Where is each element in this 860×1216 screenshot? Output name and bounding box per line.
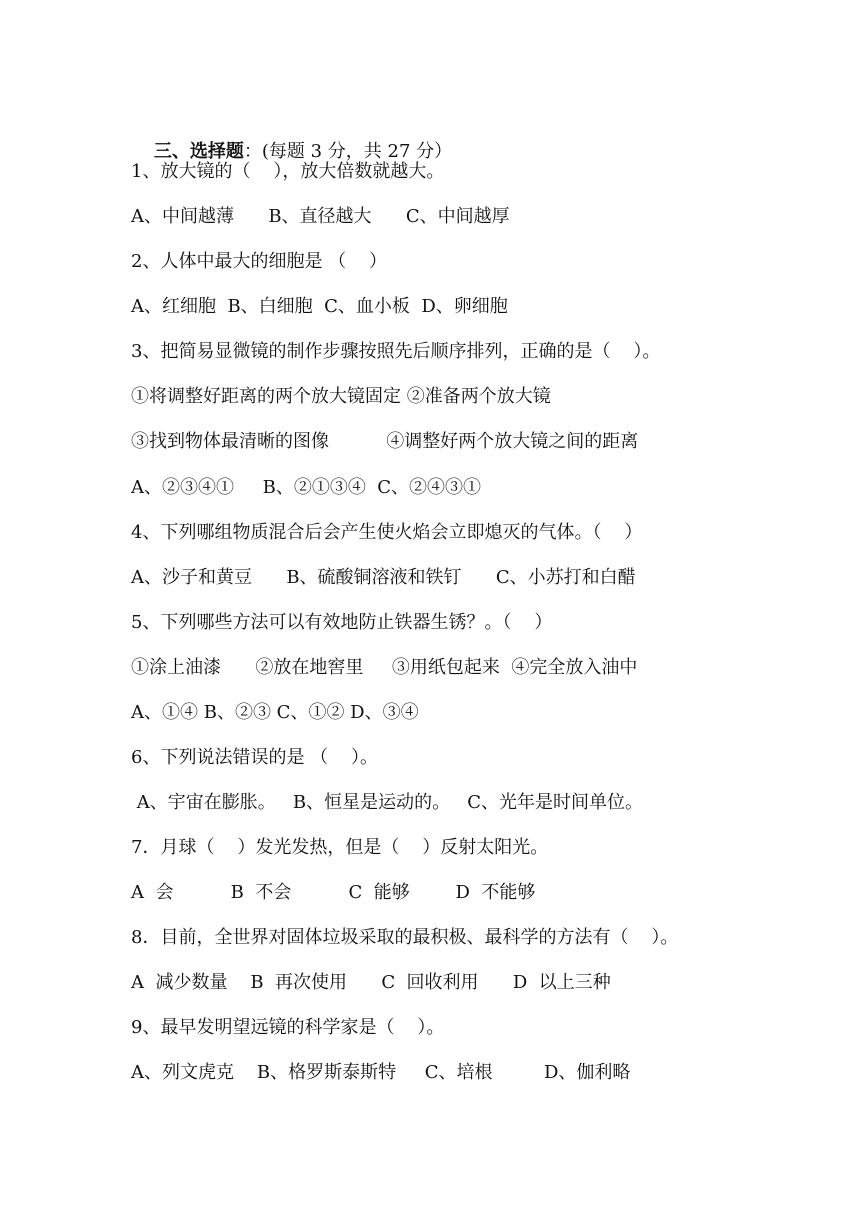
question-line: 8．目前，全世界对固体垃圾采取的最积极、最科学的方法有（ ）。 [131,927,679,948]
section-heading-rest: ：(每题 3 分，共 27 分） [243,141,453,162]
option-line: ①涂上油漆 ②放在地窖里 ③用纸包起来 ④完全放入油中 [131,657,638,678]
question-line: 2、人体中最大的细胞是 （ ） [131,251,388,272]
question-line: 6、下列说法错误的是 （ ）。 [131,747,379,768]
option-line: A 减少数量 B 再次使用 C 回收利用 D 以上三种 [131,972,611,993]
option-line: ③找到物体最清晰的图像 ④调整好两个放大镜之间的距离 [131,431,639,452]
question-line: 9、最早发明望远镜的科学家是（ ）。 [131,1017,445,1038]
option-line: A、列文虎克 B、格罗斯泰斯特 C、培根 D、伽利略 [131,1062,631,1083]
option-line: A、中间越薄 B、直径越大 C、中间越厚 [131,206,510,227]
option-line: A、①④ B、②③ C、①② D、③④ [131,702,419,723]
section-heading-bold: 三、选择题 [153,141,244,162]
option-line: A 会 B 不会 C 能够 D 不能够 [131,882,536,903]
option-line: ①将调整好距离的两个放大镜固定 ②准备两个放大镜 [131,386,551,407]
question-line: 7．月球（ ）发光发热，但是（ ）反射太阳光。 [131,837,549,858]
option-line: A、沙子和黄豆 B、硫酸铜溶液和铁钉 C、小苏打和白醋 [131,567,636,588]
option-line: A、宇宙在膨胀。 B、恒星是运动的。 C、光年是时间单位。 [131,792,644,813]
option-line: A、红细胞 B、白细胞 C、血小板 D、卵细胞 [131,296,508,317]
question-line: 5、下列哪些方法可以有效地防止铁器生锈？。（ ） [131,612,553,633]
option-line: A、②③④① B、②①③④ C、②④③① [131,477,482,498]
question-line: 4、下列哪组物质混合后会产生使火焰会立即熄灭的气体。（ ） [131,522,643,543]
question-line: 3、把简易显微镜的制作步骤按照先后顺序排列，正确的是（ ）。 [131,341,661,362]
question-line: 1、放大镜的（ ），放大倍数就越大。 [131,161,445,182]
